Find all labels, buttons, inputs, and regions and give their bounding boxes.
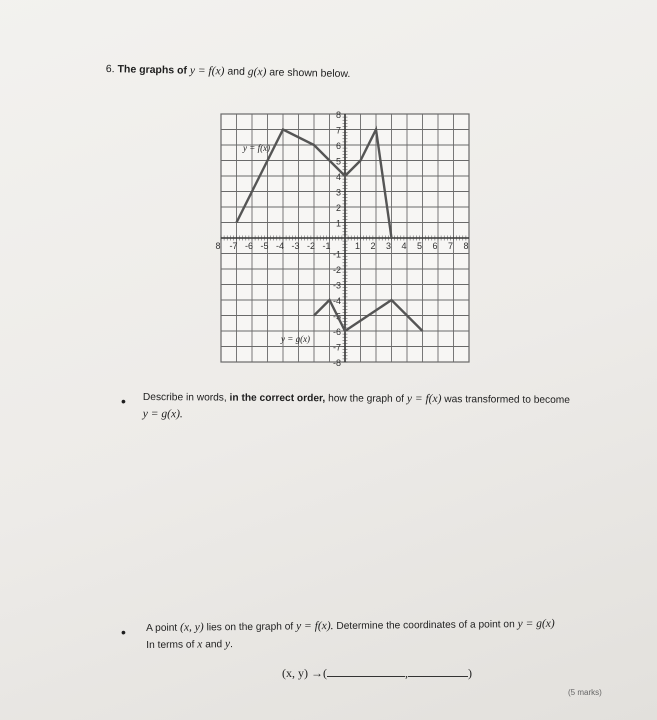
b2-post: Determine the coordinates of a point on <box>336 619 515 633</box>
x-tick-label: -2 <box>306 241 316 251</box>
mapping-close: ) <box>468 666 472 680</box>
b2-period: . <box>230 639 234 651</box>
y-tick-label: 2 <box>335 203 341 213</box>
b2-x: x <box>197 638 203 651</box>
y-tick-label: 8 <box>335 110 341 120</box>
x-tick-label: -3 <box>291 241 300 251</box>
f-graph-label: y = f(x) <box>243 143 271 153</box>
g-graph-label: y = g(x) <box>281 334 311 344</box>
b2-pre: A point <box>146 622 178 634</box>
y-tick-label: 1 <box>335 218 341 229</box>
x-tick-label: -4 <box>275 241 285 251</box>
coordinate-mapping <box>282 666 472 681</box>
b2-and: and <box>205 639 223 651</box>
question-text: The graphs of <box>117 63 188 77</box>
y-tick-label: -3 <box>332 280 341 291</box>
y-tick-label: -6 <box>332 327 341 337</box>
y-tick-label: -4 <box>332 296 341 306</box>
x-tick-label: -7 <box>229 241 238 251</box>
x-tick-label: 4 <box>401 241 407 251</box>
y-tick-label: -7 <box>332 342 341 353</box>
y-tick-label: -5 <box>332 311 341 322</box>
b2-fx: y = f(x). <box>295 620 334 633</box>
b1-bold: in the correct order, <box>229 392 326 405</box>
x-tick-label: 5 <box>416 241 423 251</box>
b2-line2: In terms of <box>146 639 195 651</box>
y-tick-label: 7 <box>335 125 341 136</box>
b2-mid: lies on the graph of <box>206 621 294 634</box>
marks-label: (5 marks) <box>568 688 602 697</box>
bullet-1-text <box>143 389 570 426</box>
answer-blank-x[interactable] <box>327 666 405 677</box>
answer-blank-y[interactable] <box>408 666 468 677</box>
question-suffix: are shown below. <box>269 66 351 81</box>
gx-notation: g(x) <box>247 65 267 79</box>
x-tick-label: -6 <box>244 241 254 251</box>
b2-gx: y = g(x) <box>517 617 555 631</box>
y-tick-label: 5 <box>335 156 341 167</box>
mapping-comma: , <box>405 666 408 680</box>
y-tick-label: -2 <box>332 265 341 275</box>
y-tick-label: 4 <box>335 172 341 182</box>
x-tick-label: 3 <box>385 241 392 251</box>
x-tick-label: 1 <box>354 241 361 251</box>
y-tick-label: 3 <box>335 187 341 198</box>
x-tick-label: -5 <box>260 241 269 251</box>
x-tick-label: 7 <box>447 241 454 251</box>
x-tick-label: 8 <box>463 241 469 251</box>
fx-notation: y = f(x) <box>189 64 225 78</box>
y-tick-label: -8 <box>332 358 341 368</box>
x-tick-label: 8 <box>215 241 221 251</box>
x-tick-label: -1 <box>322 241 331 251</box>
bullet-2-dot: • <box>121 624 126 640</box>
b2-point: (x, y) <box>180 621 204 634</box>
x-tick-label: 6 <box>432 241 438 251</box>
y-tick-label: 6 <box>335 141 341 151</box>
bullet-2-text <box>146 616 555 654</box>
b1-gx: y = g(x). <box>142 407 183 421</box>
b1-mid: how the graph of <box>328 393 405 405</box>
bullet-1-dot: • <box>121 393 126 409</box>
mapping-lhs: (x, y) <box>282 666 308 680</box>
b1-post: was transformed to become <box>444 394 571 406</box>
b1-fx: y = f(x) <box>406 392 442 406</box>
x-tick-label: 2 <box>370 241 376 251</box>
b2-y: y <box>224 638 231 651</box>
b1-pre: Describe in words, <box>142 391 227 404</box>
question-and: and <box>227 65 246 78</box>
y-tick-label: -1 <box>332 249 341 260</box>
mapping-arrow: →( <box>311 666 327 680</box>
question-number: 6. <box>105 63 115 76</box>
